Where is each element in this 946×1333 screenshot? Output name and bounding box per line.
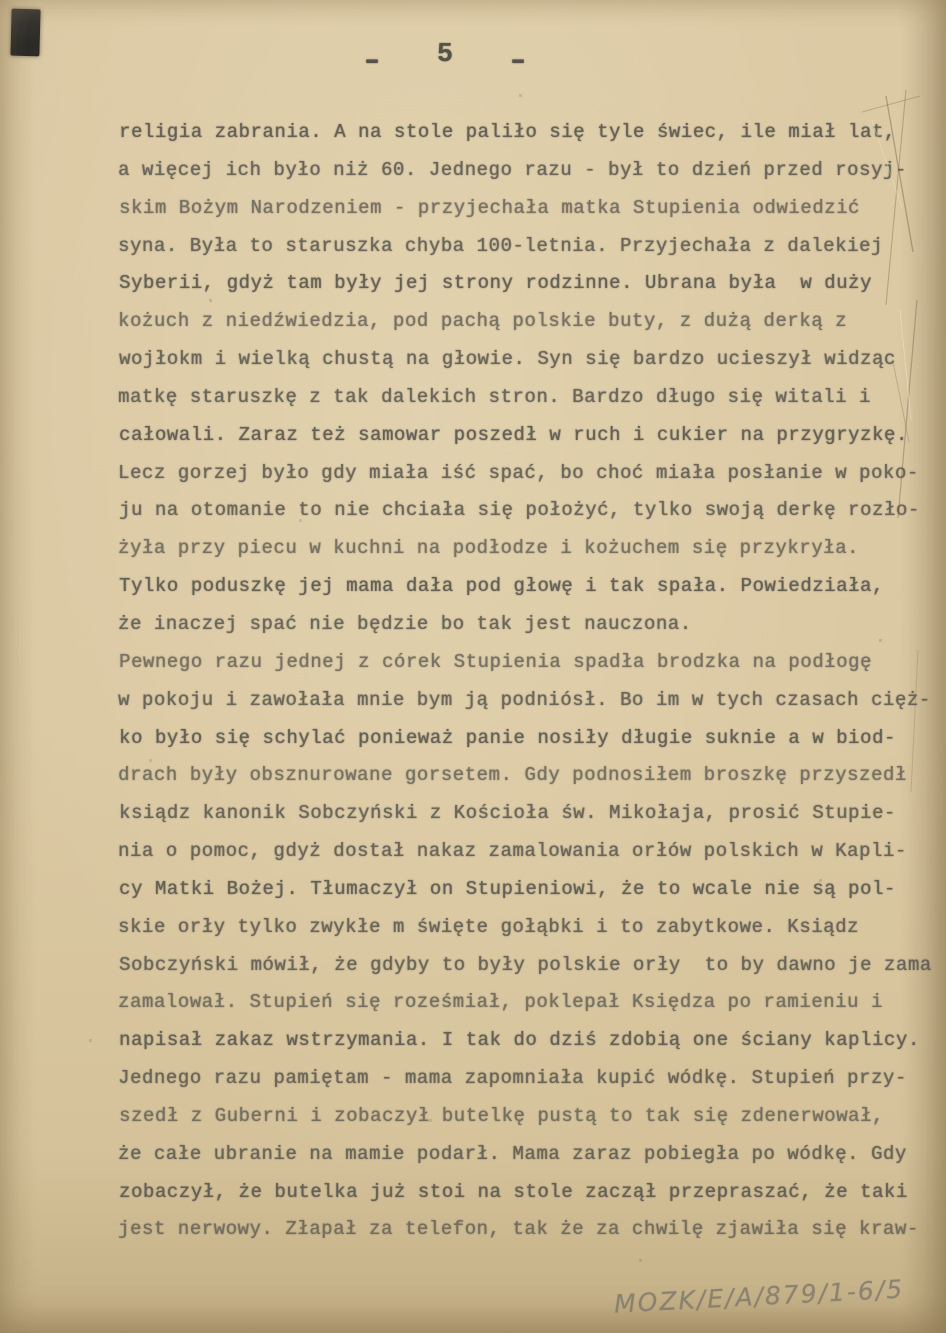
typewritten-line: cy Matki Bożej. Tłumaczył on Stupieniowi, że to wcale nie są pol- bbox=[119, 877, 896, 900]
typewritten-line: religia zabrania. A na stole paliło się tyle świec, ile miał lat, bbox=[119, 121, 896, 143]
typewritten-line: że inaczej spać nie będzie bo tak jest nauczona. bbox=[118, 612, 692, 635]
typewritten-line: ko było się schylać ponieważ panie nosiły długie suknie a w biod- bbox=[119, 726, 896, 749]
typewritten-line: zamalował. Stupień się roześmiał, poklepał Księdza po ramieniu i bbox=[118, 991, 883, 1014]
typewritten-line: skim Bożym Narodzeniem - przyjechała matka Stupienia odwiedzić bbox=[119, 196, 861, 219]
archive-reference-handwriting: MOZK/E/A/879/1-6/5 bbox=[613, 1274, 905, 1319]
typewritten-line: żyła przy piecu w kuchni na podłodze i kożuchem się przykryła. bbox=[118, 537, 860, 560]
typewritten-line: zobaczył, że butelka już stoi na stole zaczął przepraszać, że taki bbox=[119, 1180, 908, 1203]
page-number-right-dash: - bbox=[505, 45, 531, 79]
typewritten-line: syna. Była to staruszka chyba 100-letnia. Przyjechała z dalekiej bbox=[118, 234, 883, 257]
typewritten-line: Jednego razu pamiętam - mama zapomniała kupić wódkę. Stupień przy- bbox=[118, 1067, 907, 1090]
typewritten-line: Sobczyński mówił, że gdyby to były polskie orły to by dawno je zama bbox=[119, 953, 932, 976]
typewritten-line: ju na otomanie to nie chciała się położyć, tylko swoją derkę rozło- bbox=[119, 499, 920, 522]
typewritten-line: ksiądz kanonik Sobczyński z Kościoła św. Mikołaja, prosić Stupie- bbox=[119, 802, 896, 825]
paper-speckles bbox=[0, 0, 1, 1]
typewritten-line: nia o pomoc, gdyż dostał nakaz zamalowania orłów polskich w Kapli- bbox=[118, 840, 907, 863]
typewritten-line: napisał zakaz wstrzymania. I tak do dziś zdobią one ściany kaplicy. bbox=[119, 1029, 920, 1052]
typewritten-line: Syberii, gdyż tam były jej strony rodzinne. Ubrana była w duży bbox=[119, 272, 872, 295]
page-number-left-dash: - bbox=[359, 45, 385, 79]
typewritten-line: kożuch z niedźwiedzia, pod pachą polskie buty, z dużą derką z bbox=[118, 310, 848, 333]
typewritten-line: a więcej ich było niż 60. Jednego razu - był to dzień przed rosyj- bbox=[118, 158, 907, 181]
typewritten-line: całowali. Zaraz też samowar poszedł w ruch i cukier na przygryzkę. bbox=[119, 423, 908, 446]
typewritten-line: Lecz gorzej było gdy miała iść spać, bo choć miała posłanie w poko- bbox=[118, 461, 919, 484]
typewritten-line: szedł z Guberni i zobaczył butelkę pustą to tak się zdenerwował, bbox=[119, 1104, 884, 1127]
page-number-header bbox=[0, 39, 918, 79]
typewritten-line: Tylko poduszkę jej mama dała pod głowę i tak spała. Powiedziała, bbox=[119, 575, 884, 598]
typewritten-line: wojłokm i wielką chustą na głowie. Syn się bardzo ucieszył widząc bbox=[119, 348, 896, 371]
typewritten-line: matkę staruszkę z tak dalekich stron. Bardzo długo się witali i bbox=[118, 385, 871, 408]
typewritten-line: Pewnego razu jednej z córek Stupienia spadła brodzka na podłogę bbox=[119, 650, 872, 673]
typewritten-line: jest nerwowy. Złapał za telefon, tak że za chwilę zjawiła się kraw- bbox=[118, 1218, 919, 1241]
typewritten-line: drach były obsznurowane gorsetem. Gdy podnosiłem broszkę przyszedł bbox=[118, 764, 907, 787]
typewritten-text-block bbox=[118, 114, 930, 1249]
typewritten-line: że całe ubranie na mamie podarł. Mama zaraz pobiegła po wódkę. Gdy bbox=[118, 1142, 907, 1165]
page-number: 5 bbox=[436, 39, 454, 70]
typewritten-line: skie orły tylko zwykłe m święte gołąbki i to zabytkowe. Ksiądz bbox=[118, 915, 860, 938]
typewritten-line: w pokoju i zawołała mnie bym ją podniósł. Bo im w tych czasach cięż- bbox=[118, 688, 931, 711]
